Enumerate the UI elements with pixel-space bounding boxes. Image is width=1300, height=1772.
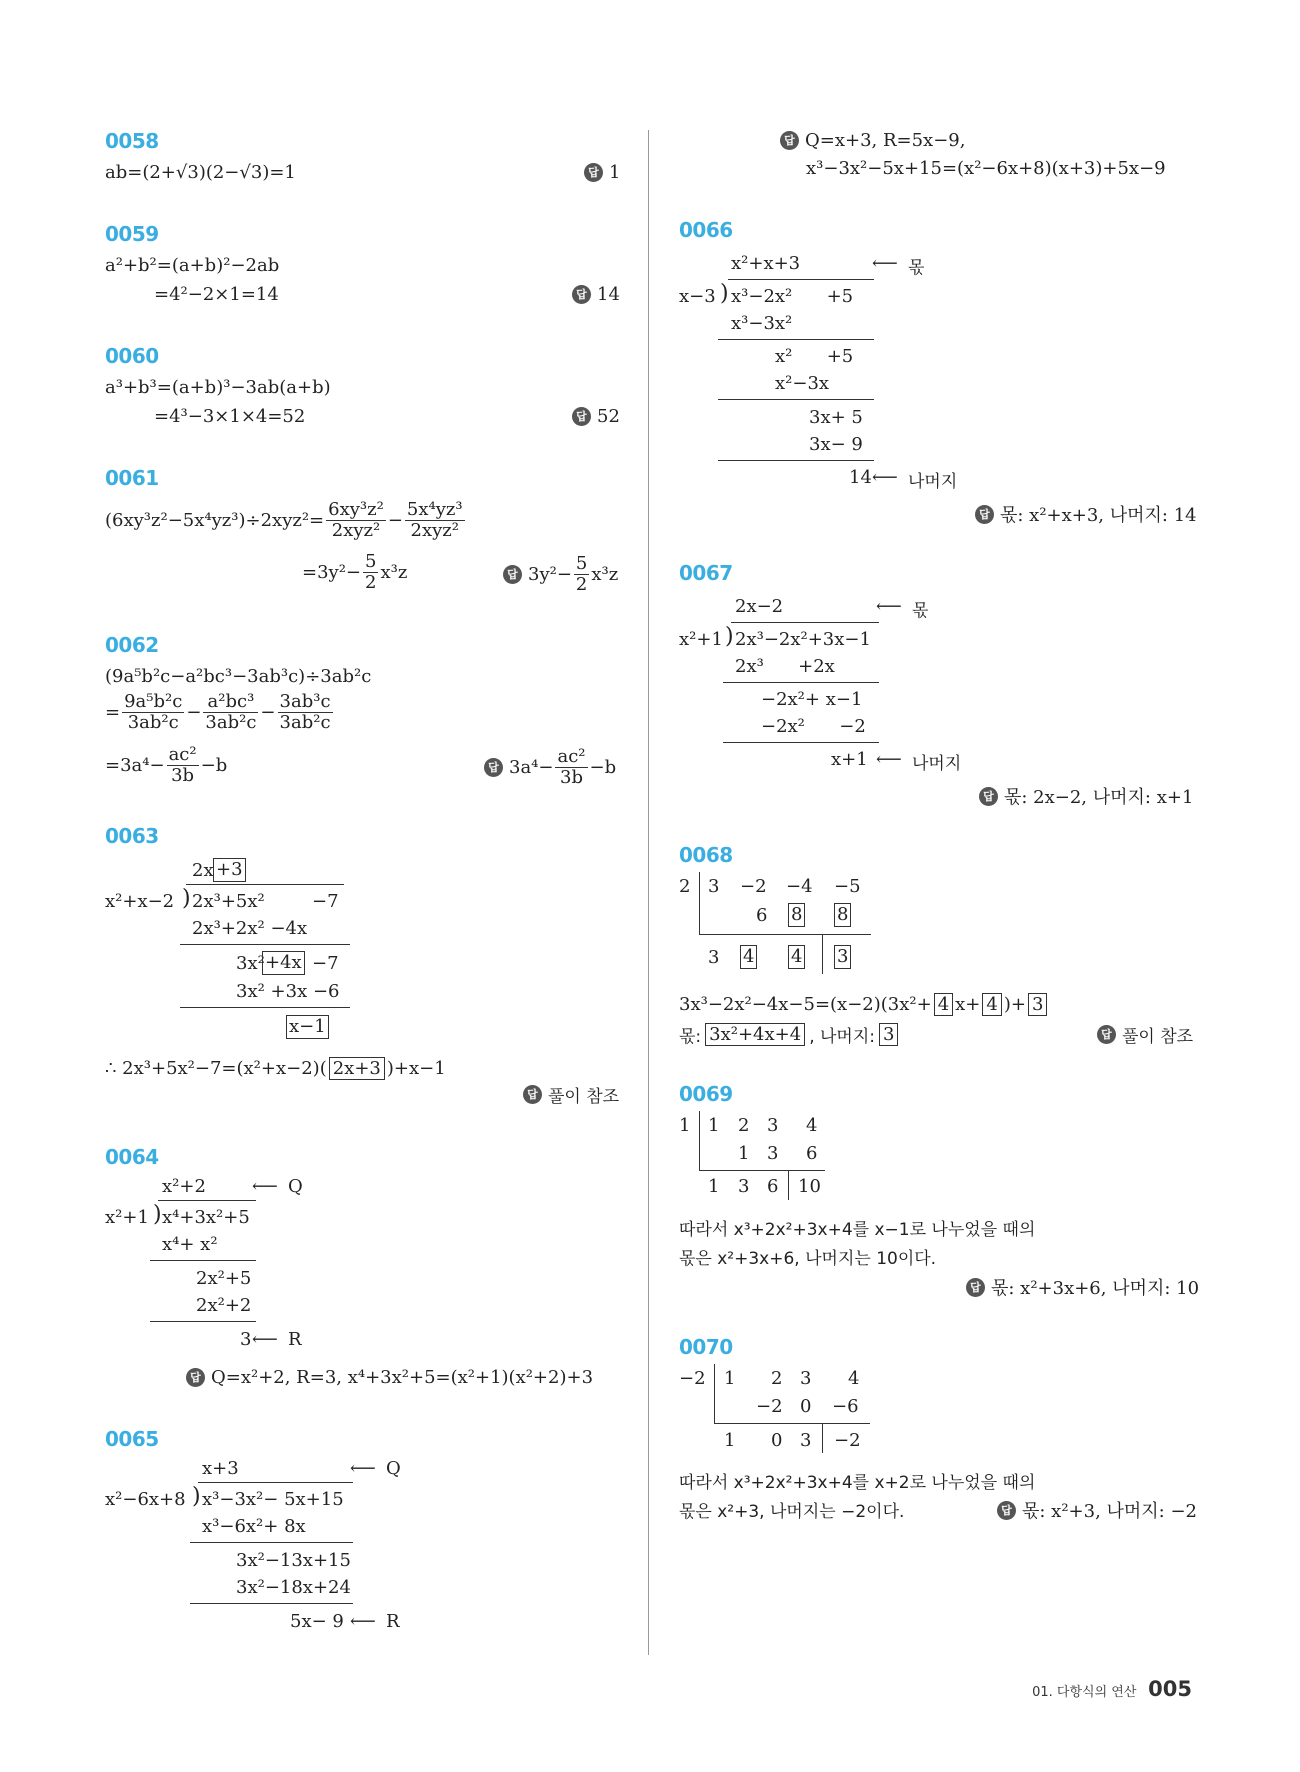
coef: 3 bbox=[738, 1176, 750, 1197]
divisor: x²−6x+8 bbox=[105, 1489, 186, 1510]
answer-badge-icon: 답 bbox=[484, 758, 503, 777]
remainder: 5x− 9 bbox=[290, 1611, 344, 1632]
step: 3x² +3x −6 bbox=[236, 981, 340, 1002]
solution-line: (9a⁵b²c−a²bc³−3ab³c)÷3ab²c bbox=[105, 666, 372, 687]
coef: 3 bbox=[767, 1143, 779, 1164]
problem-number: 0064 bbox=[105, 1145, 159, 1169]
solution-line: 몫은 x²+3x+6, 나머지는 10이다. bbox=[679, 1249, 937, 1269]
answer: 답 52 bbox=[572, 406, 620, 427]
arrow-left-icon: ⟵ bbox=[350, 1611, 376, 1632]
step: 3x² bbox=[236, 953, 265, 974]
solution-line: 따라서 x³+2x²+3x+4를 x+2로 나누었을 때의 bbox=[679, 1473, 1036, 1493]
blank-box: 3x²+4x+4 bbox=[705, 1023, 805, 1046]
remainder: 3 bbox=[240, 1329, 252, 1350]
step: 2x²+5 bbox=[196, 1268, 252, 1289]
coef: −2 bbox=[740, 876, 767, 897]
coef: 3 bbox=[800, 1430, 812, 1451]
quotient: x²+2 bbox=[162, 1176, 206, 1197]
answer: 답 몫: 2x−2, 나머지: x+1 bbox=[979, 783, 1193, 809]
coef: 1 bbox=[708, 1115, 720, 1136]
arrow-left-icon: ⟵ bbox=[252, 1176, 278, 1197]
blank-box: 8 bbox=[788, 903, 805, 927]
dividend: x³−3x²− 5x+15 bbox=[202, 1489, 344, 1510]
blank-box: x−1 bbox=[286, 1015, 329, 1039]
coef: 6 bbox=[756, 905, 768, 926]
problem-number: 0070 bbox=[679, 1335, 733, 1359]
coef: 3 bbox=[767, 1115, 779, 1136]
coef: 1 bbox=[724, 1430, 736, 1451]
label-quotient: 몫 bbox=[912, 601, 929, 621]
problem-number: 0068 bbox=[679, 843, 733, 867]
blank-box: 3 bbox=[834, 945, 851, 969]
quotient: 2x−2 bbox=[735, 596, 784, 617]
coef: 3 bbox=[708, 876, 720, 897]
remainder: x+1 bbox=[831, 749, 868, 770]
coef: 0 bbox=[771, 1430, 783, 1451]
solution-line: 따라서 x³+2x²+3x+4를 x−1로 나누었을 때의 bbox=[679, 1220, 1036, 1240]
solution-line: =4²−2×1=14 bbox=[154, 284, 279, 305]
step: 2x²+2 bbox=[196, 1295, 252, 1316]
coef: 4 bbox=[806, 1115, 818, 1136]
synthetic-k: 2 bbox=[679, 876, 691, 897]
page-number: 005 bbox=[1148, 1677, 1192, 1701]
coef: −2 bbox=[756, 1396, 783, 1417]
remainder: 14 bbox=[849, 467, 872, 488]
blank-box: 4 bbox=[934, 993, 953, 1016]
problem-number: 0067 bbox=[679, 561, 733, 585]
blank-box: 3 bbox=[879, 1023, 898, 1046]
answer-badge-icon: 답 bbox=[975, 505, 994, 524]
coef: −6 bbox=[832, 1396, 859, 1417]
answer-badge-icon: 답 bbox=[503, 565, 522, 584]
answer: 답 풀이 참조 bbox=[523, 1082, 619, 1107]
solution-line: =4³−3×1×4=52 bbox=[154, 406, 306, 427]
division-bracket: ) bbox=[192, 1484, 201, 1509]
blank-box: 4 bbox=[788, 945, 805, 969]
division-bracket: ) bbox=[725, 624, 734, 649]
label-quotient: 몫 bbox=[908, 258, 925, 278]
label-remainder: 나머지 bbox=[912, 754, 962, 774]
blank-box: 2x+3 bbox=[329, 1057, 385, 1080]
answer: 답 Q=x+3, R=5x−9, bbox=[780, 130, 965, 151]
solution-line: 몫은 x²+3, 나머지는 −2이다. bbox=[679, 1502, 905, 1522]
coef: −2 bbox=[834, 1430, 861, 1451]
answer: 답 Q=x²+2, R=3, x⁴+3x²+5=(x²+1)(x²+2)+3 bbox=[186, 1367, 593, 1388]
coef: 6 bbox=[806, 1143, 818, 1164]
step: 3x− 9 bbox=[809, 434, 863, 455]
answer-line: x³−3x²−5x+15=(x²−6x+8)(x+3)+5x−9 bbox=[806, 158, 1166, 179]
label-q: Q bbox=[288, 1176, 303, 1197]
coef: 10 bbox=[798, 1176, 821, 1197]
solution-line: =3y²− $\frac{5}{2}$ x³z bbox=[302, 551, 408, 593]
coef: 3 bbox=[800, 1368, 812, 1389]
step: x²−3x bbox=[775, 373, 830, 394]
answer-badge-icon: 답 bbox=[997, 1501, 1016, 1520]
solution-line: =3a⁴− $\frac{\text{ac²}}{3b}$ −b bbox=[105, 744, 228, 786]
blank-box: 3 bbox=[1028, 993, 1047, 1016]
coef: −5 bbox=[834, 876, 861, 897]
synthetic-k: −2 bbox=[679, 1368, 706, 1389]
conclusion: ∴ 2x³+5x²−7=(x²+x−2)( 2x+3 )+x−1 bbox=[105, 1058, 446, 1079]
division-bracket: ) bbox=[153, 1202, 162, 1227]
answer-badge-icon: 답 bbox=[186, 1368, 205, 1387]
answer: 답 3y²− $\frac{5}{2}$ x³z bbox=[503, 554, 618, 595]
step: x³−6x²+ 8x bbox=[202, 1516, 306, 1537]
divisor: x²+1 bbox=[679, 629, 723, 650]
problem-number: 0061 bbox=[105, 466, 159, 490]
divisor: x−3 bbox=[679, 286, 716, 307]
division-bracket: ) bbox=[720, 281, 729, 306]
answer: 답 풀이 참조 bbox=[1097, 1022, 1193, 1047]
blank-box: +3 bbox=[213, 858, 246, 882]
page-footer bbox=[1032, 1677, 1192, 1701]
answer-badge-icon: 답 bbox=[979, 787, 998, 806]
dividend: x⁴+3x²+5 bbox=[162, 1207, 250, 1228]
arrow-left-icon: ⟵ bbox=[876, 596, 902, 617]
quotient: x²+x+3 bbox=[731, 253, 801, 274]
arrow-left-icon: ⟵ bbox=[350, 1458, 376, 1479]
divisor: x²+1 bbox=[105, 1207, 149, 1228]
divisor: x²+x−2 bbox=[105, 891, 175, 912]
arrow-left-icon: ⟵ bbox=[252, 1329, 278, 1350]
dividend: 2x³+5x² bbox=[192, 891, 265, 912]
problem-number: 0065 bbox=[105, 1427, 159, 1451]
coef: 4 bbox=[848, 1368, 860, 1389]
step: 3x²−18x+24 bbox=[236, 1577, 351, 1598]
label-remainder: 나머지 bbox=[908, 472, 958, 492]
coef: 1 bbox=[724, 1368, 736, 1389]
quotient: x+3 bbox=[202, 1458, 239, 1479]
problem-number: 0059 bbox=[105, 222, 159, 246]
coef: 0 bbox=[800, 1396, 812, 1417]
step: 2x³ +2x bbox=[735, 656, 835, 677]
arrow-left-icon: ⟵ bbox=[872, 467, 898, 488]
answer-badge-icon: 답 bbox=[584, 163, 603, 182]
answer-badge-icon: 답 bbox=[1097, 1025, 1116, 1044]
blank-box: +4x bbox=[262, 951, 305, 975]
answer-badge-icon: 답 bbox=[780, 131, 799, 150]
step: −2x²+ x−1 bbox=[761, 689, 863, 710]
label-q: Q bbox=[386, 1458, 401, 1479]
solution-line: (6xy³z²−5x⁴yz³)÷2xyz²= $\frac{\text{6xy³z²}}{\text{2xyz²}}$ − $\frac{\text{5x⁴yz³}}{\text{2xyz²}}$ bbox=[105, 499, 463, 541]
solution-line: 몫: 3x²+4x+4 , 나머지: 3 bbox=[679, 1022, 902, 1047]
arrow-left-icon: ⟵ bbox=[872, 253, 898, 274]
step: x³−3x² bbox=[731, 313, 793, 334]
coef: 1 bbox=[738, 1143, 750, 1164]
problem-number: 0066 bbox=[679, 218, 733, 242]
step: 2x³+2x² −4x bbox=[192, 918, 308, 939]
solution-line: a²+b²=(a+b)²−2ab bbox=[105, 255, 280, 276]
dividend: −7 bbox=[312, 891, 339, 912]
blank-box: 4 bbox=[982, 993, 1001, 1016]
step: −2x² −2 bbox=[761, 716, 866, 737]
answer: 답 몫: x²+3, 나머지: −2 bbox=[997, 1497, 1197, 1523]
problem-number: 0060 bbox=[105, 344, 159, 368]
dividend: x³−2x² +5 bbox=[731, 286, 854, 307]
problem-number: 0063 bbox=[105, 824, 159, 848]
problem-number: 0069 bbox=[679, 1082, 733, 1106]
answer-badge-icon: 답 bbox=[966, 1278, 985, 1297]
coef: 6 bbox=[767, 1176, 779, 1197]
step: x² +5 bbox=[775, 346, 854, 367]
solution-line: = $\frac{\text{9a⁵b²c}}{\text{3ab²c}}$ − $\frac{\text{a²bc³}}{\text{3ab²c}}$ − $\frac{\text{3ab³c}}{\text{3ab²c}}$ bbox=[105, 691, 331, 733]
step: 3x²−13x+15 bbox=[236, 1550, 351, 1571]
step: x⁴+ x² bbox=[162, 1234, 218, 1255]
step: −7 bbox=[312, 953, 339, 974]
dividend: 2x³−2x²+3x−1 bbox=[735, 629, 871, 650]
solution-line: ab=(2+√3)(2−√3)=1 bbox=[105, 162, 296, 183]
arrow-left-icon: ⟵ bbox=[876, 749, 902, 770]
chapter-title: 01. 다항식의 연산 bbox=[1032, 1685, 1137, 1700]
division-bracket: ) bbox=[182, 886, 191, 911]
answer: 답 몫: x²+x+3, 나머지: 14 bbox=[975, 501, 1197, 527]
coef: −4 bbox=[786, 876, 813, 897]
problem-number: 0062 bbox=[105, 633, 159, 657]
answer-badge-icon: 답 bbox=[572, 285, 591, 304]
blank-box: 8 bbox=[834, 903, 851, 927]
label-r: R bbox=[386, 1611, 400, 1632]
answer: 답 몫: x²+3x+6, 나머지: 10 bbox=[966, 1274, 1199, 1300]
answer-badge-icon: 답 bbox=[523, 1085, 542, 1104]
solution-line: 3x³−2x²−4x−5=(x−2)(3x²+ 4 x+ 4 )+ 3 bbox=[679, 993, 1049, 1016]
answer: 답 14 bbox=[572, 284, 620, 305]
quotient: 2x bbox=[192, 860, 214, 881]
problem-number: 0058 bbox=[105, 129, 159, 153]
blank-box: 4 bbox=[740, 945, 757, 969]
step: 3x+ 5 bbox=[809, 407, 863, 428]
answer-badge-icon: 답 bbox=[572, 407, 591, 426]
coef: 2 bbox=[771, 1368, 783, 1389]
coef: 3 bbox=[708, 947, 720, 968]
synthetic-k: 1 bbox=[679, 1115, 691, 1136]
column-divider bbox=[648, 130, 649, 1655]
solution-line: a³+b³=(a+b)³−3ab(a+b) bbox=[105, 377, 331, 398]
coef: 1 bbox=[708, 1176, 720, 1197]
coef: 2 bbox=[738, 1115, 750, 1136]
answer: 답 3a⁴− $\frac{\text{ac²}}{3b}$ −b bbox=[484, 747, 616, 788]
label-r: R bbox=[288, 1329, 302, 1350]
answer: 답 1 bbox=[584, 162, 620, 183]
